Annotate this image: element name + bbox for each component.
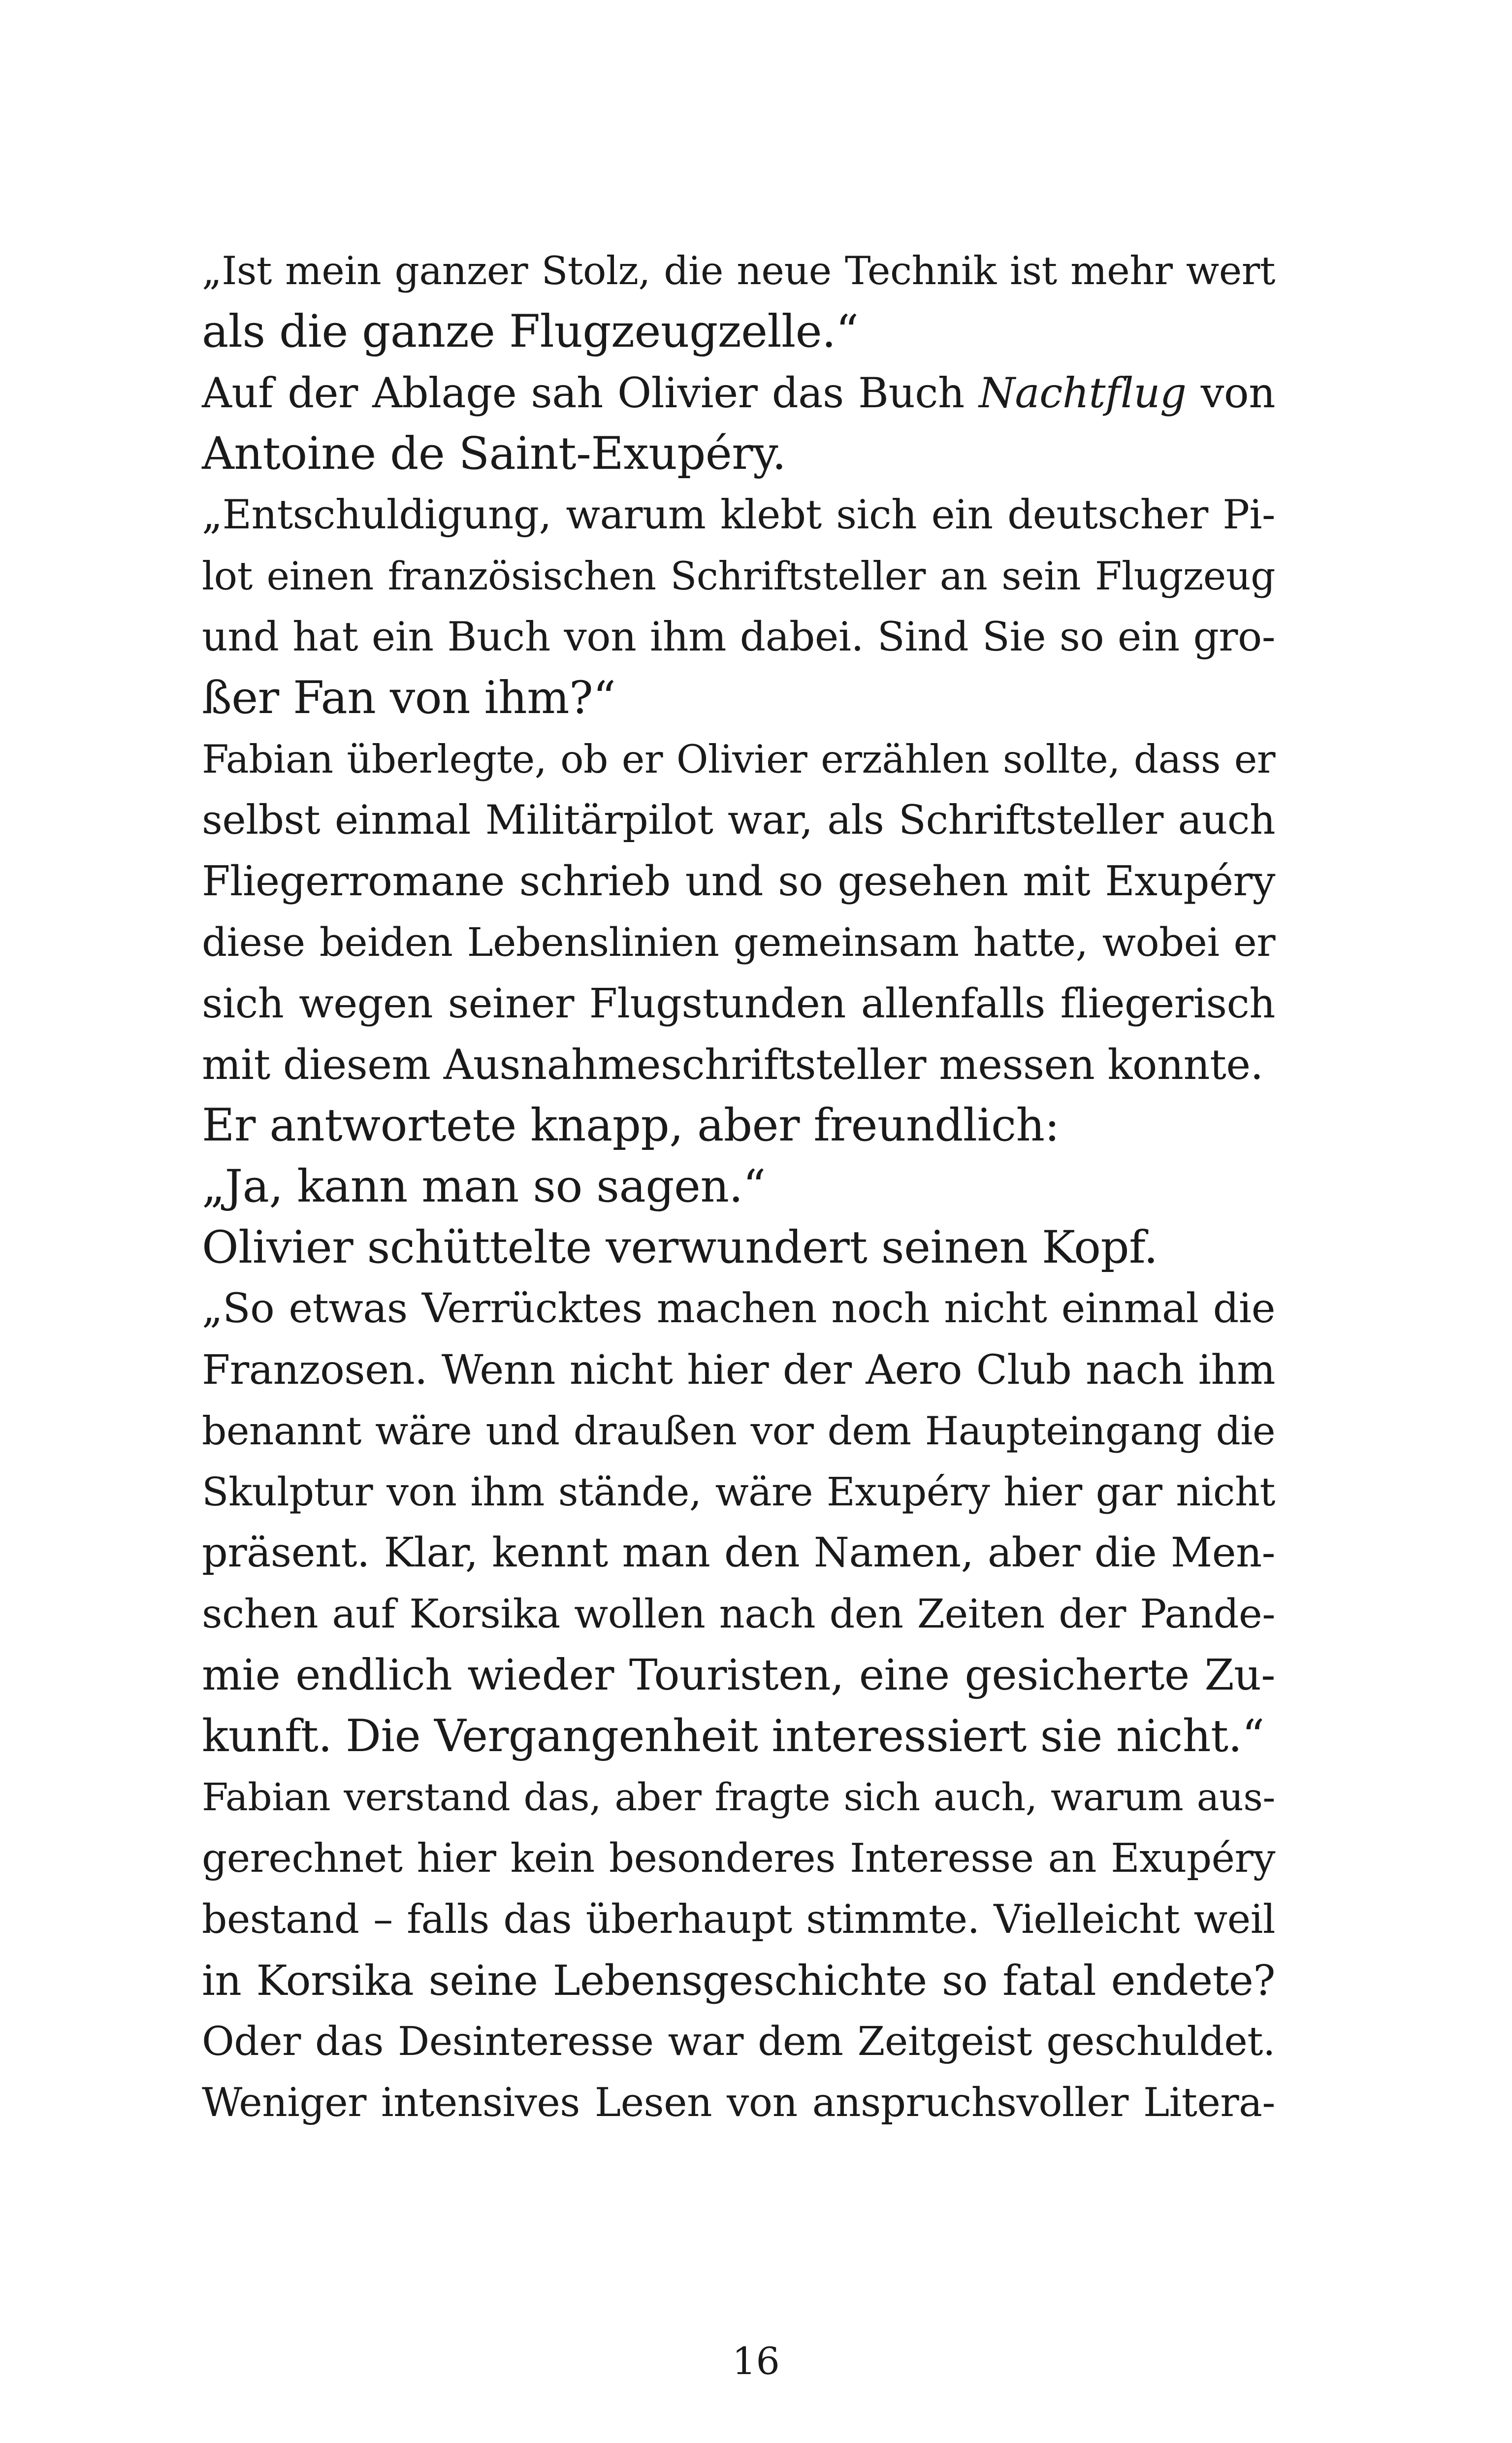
text-line: und hat ein Buch von ihm dabei. Sind Sie so ein gro- [202,614,1275,660]
text-line: Olivier schüttelte verwundert seinen Kopf. [202,1222,1158,1273]
text-line: Fliegerromane schrieb und so gesehen mit Exupéry [202,857,1275,905]
text-line: bestand – falls das überhaupt stimmte. Vielleicht weil [202,1896,1275,1942]
text-line: Antoine de Saint-Exupéry. [202,428,786,480]
text-line: „Ja, kann man so sagen.“ [202,1161,766,1212]
text-line: ßer Fan von ihm?“ [202,672,616,724]
text-line: präsent. Klar, kennt man den Namen, aber die Men- [202,1530,1275,1576]
body-text [202,240,1275,2133]
text-line: sich wegen seiner Flugstunden allenfalls fliegerisch [202,980,1275,1027]
text-line: „So etwas Verrücktes machen noch nicht einmal die [202,1285,1275,1332]
text-line: gerechnet hier kein besonderes Interesse an Exupéry [202,1835,1275,1881]
text-line: mie endlich wieder Touristen, eine gesicherte Zu- [202,1651,1275,1700]
text-line: benannt wäre und draußen vor dem Haupteingang die [202,1408,1275,1454]
book-title-italic: Nachtflug [979,369,1187,417]
text-line: Auf der Ablage sah Olivier das Buch Nachtflug von [202,369,1275,417]
text-line: „Ist mein ganzer Stolz, die neue Technik ist mehr wert [202,248,1275,293]
text-line: Skulptur von ihm stände, wäre Exupéry hier gar nicht [202,1469,1275,1515]
text-line: als die ganze Flugzeugzelle.“ [202,306,859,358]
text-line: Franzosen. Wenn nicht hier der Aero Club nach ihm [202,1346,1275,1394]
text-line: diese beiden Lebenslinien gemeinsam hatte, wobei er [202,919,1275,965]
text-line: Fabian überlegte, ob er Olivier erzählen sollte, dass er [202,737,1275,782]
text-line: Fabian verstand das, aber fragte sich auch, warum aus- [202,1775,1275,1820]
page-number: 16 [732,2339,780,2383]
text-line: Weniger intensives Lesen von anspruchsvoller Litera- [202,2080,1275,2125]
text-line: kunft. Die Vergangenheit interessiert sie nicht.“ [202,1711,1264,1762]
text-line: in Korsika seine Lebensgeschichte so fatal endete? [202,1956,1275,2005]
text-line: lot einen französischen Schriftsteller an sein Flugzeug [202,554,1275,599]
text-line: „Entschuldigung, warum klebt sich ein deutscher Pi- [202,491,1275,538]
text-line: schen auf Korsika wollen nach den Zeiten der Pande- [202,1591,1275,1637]
text-line: Oder das Desinteresse war dem Zeitgeist geschuldet. [202,2019,1275,2064]
text-line: selbst einmal Militärpilot war, als Schriftsteller auch [202,797,1275,844]
text-line: Er antwortete knapp, aber freundlich: [202,1100,1060,1151]
text-line: mit diesem Ausnahmeschriftsteller messen konnte. [202,1041,1263,1089]
